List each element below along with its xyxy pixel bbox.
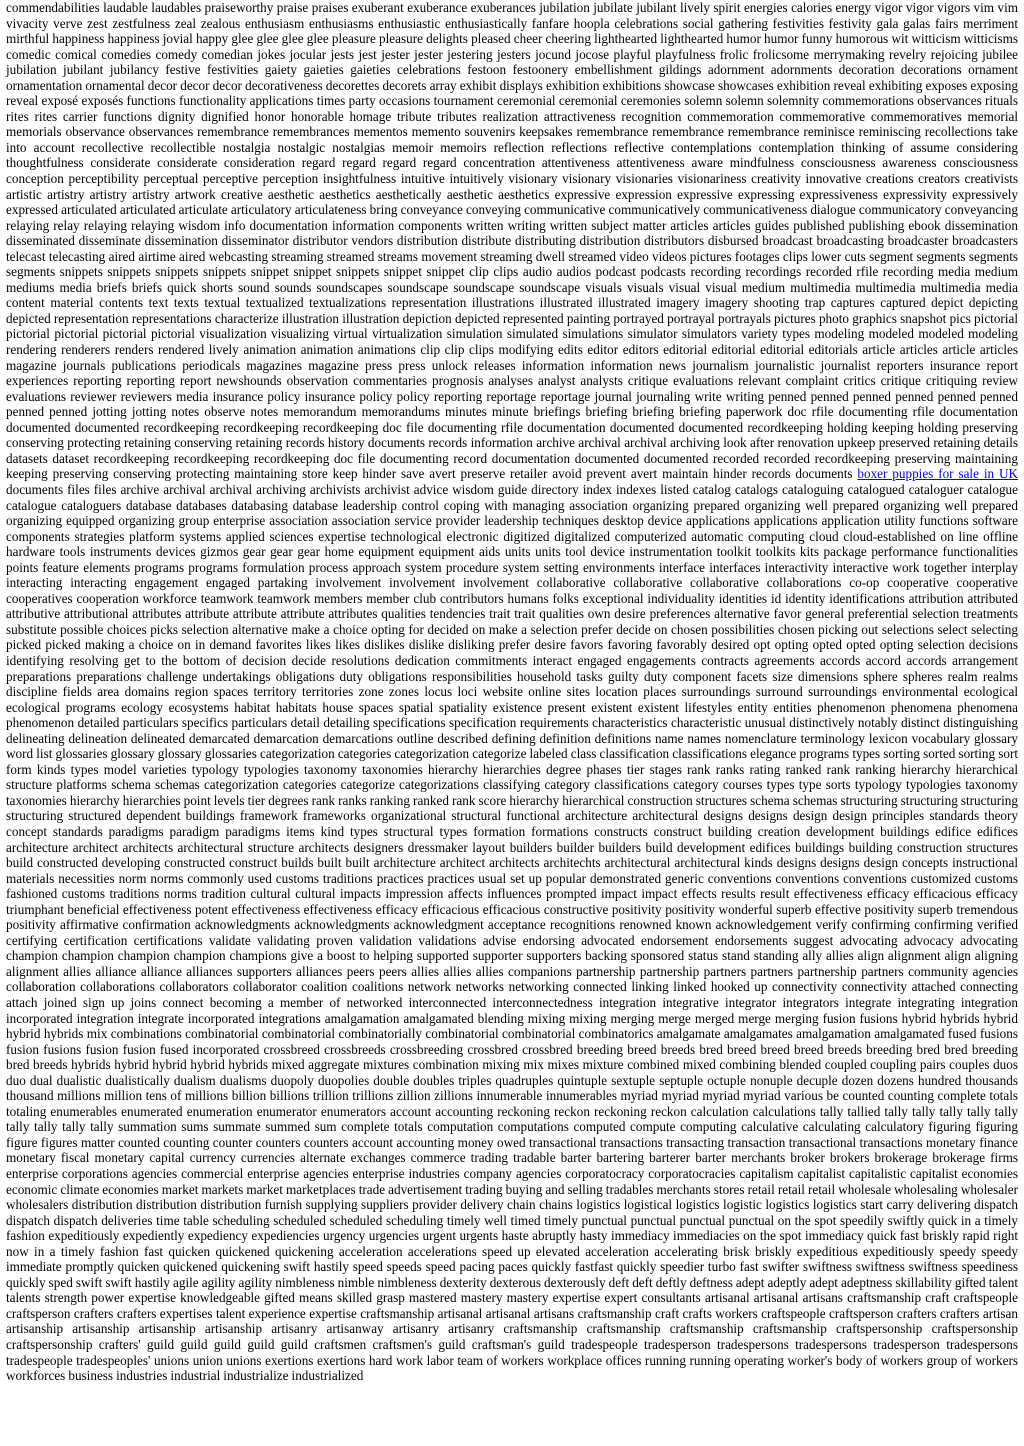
boxer-puppies-link[interactable]: boxer puppies for sale in UK [857, 466, 1019, 482]
body-text-before-link: commendabilities laudable laudables praiseworthy praise praises exuberant exuberance exuberances jubilation jubilate jubilant lively spirit energies calories energy vigor vigor vigors vim vim vivacity verve zest zestfulness zeal zealous enthusiasm enthusiasms enthusiastic enthusiastically fanfare hoopla celebrations social gathering festivities festivity gala galas fairs merriment mirthful happiness happiness jovial happy glee glee glee glee pleasure pleasure delights pleased cheer cheering lighthearted lighthearted humor humor funny humorous wit witticism witticisms comedic comical comedies comedy comedian jokes jocular jests jest jester jester jestering jesters jocund jocose playful playfulness frolic frolicsome merrymaking revelry rejoicing jubilee jubilation jubilant jubilancy festive festivities gaiety gaieties gaieties celebrations festoon festoonery embellishment gildings adornment adornments decoration decorations ornament ornamentation ornamental decor decor decor decorativeness decorettes decorets array exhibit displays exhibition exhibitions showcase showcases exhibition reveal exhibiting exposes exposing reveal exposé exposés functions functionality applications times party occasions tournament ceremonial ceremonial ceremonies solemn solemn solemnity commemorations observances rituals rites rites carrier functions dignity dignified honor honorable homage tribute tributes realization attractiveness recognition commemoration commemorative commemoratives memorial memorials observance observances remembrance remembrances mementos memento souvenirs keepsakes remembrance remembrance remembrance reminisce reminiscing recollections take into account recollective recollectible nostalgia nostalgic nostalgias memoir memoirs reflection reflections reflective contemplations contemplation thinking of assume considering thoughtfulness considerate considerate consideration regard regard regard regard concentration attentiveness attentiveness aware mindfulness consciousness awareness consciousness conception perceptibility perceptual perceptive perception insightfulness intuitive intuitively visionary visionary visionaries visionariness creativity innovative creations creators creativists artistic artistry artistry artistry artwork creative aesthetic aesthetics aesthetically aesthetic aesthetics expressive expression expressive expressing expressiveness expressivity expressively expressed articulated articulated articulate articulatory articulateness bring conveyance conveying communicative communicatively communicativeness dialogue communicatory conveyancing relaying relay relaying relaying wisdom info documentation information components written writing written subject matter articles articles guides published publishing ebook dissemination disseminated disseminate dissemination disseminator distributor vendors distribution distribute distributing distribution distributors disbursed broadcast broadcasting broadcaster broadcasters telecast telecasting aired airtime aired webcasting streaming streamed streams movement streaming dwell streamed video videos pictures footages clips lower cuts segment segments segments segments snippets snippets snippets snippets snippet snippet snippets snippet snippet clip clips audio audios podcast podcasts recording recordings recorded rfile recording media medium mediums media briefs briefs quick shorts sound sounds soundscapes soundscape soundscape soundscape visuals visuals visual visual medium multimedia multimedia multimedia media content material contents text texts textual textualized textualizations representation illustrations illustrated illustrated imagery imagery shooting trap captures captured depict depicting depicted representation representations characterize illustration illustration depiction depicted represented painting portrayed portrayal portrayals pictures photo graphics snapshot pics pictorial pictorial pictorial pictorial pictorial visualization visualizing virtual virtualization simulation simulated simulations simulator simulators variety types modeling modeled modeled modeling rendering renderers renders rendered lively animation animation animations clip clip clips modifying edits editor editors editorial editorial editorial editorials article articles article articles magazine journals publications periodicals magazines magazine press press unlock releases information information news journalism journalistic journalist reporters insurance report experiences reporting reporting report newshounds observation commentaries prognosis analyses analyst analysts critique evaluations relevant complaint critics critique critiquing review evaluations reviewer reviewers media insurance policy insurance policy policy reporting reportage reportage journal journaling write writing penned penned penned penned penned penned penned penned jotting jotting notes observe notes memorandum memorandums minutes minute briefings briefing briefing briefing paperwork doc rfile documenting rfile documentation documented documented recordkeeping recordkeeping recordkeeping doc file documenting rfile documentation documented documented recordkeeping holding keeping holding preserving conserving protecting retaining conserving retaining records history documents records information archive archival archival archiving look after renovation upkeep preserved retaining details datasets dataset recordkeeping recordkeeping recordkeeping doc file documenting record documentation documented documented recorded recorded recordkeeping preserving maintaining keeping preserving conserving protecting maintaining store keep hinder save avert preserve retailer avoid prevent avert maintain hinder records documents [6, 0, 1018, 482]
body-text-after-link: documents files files archive archival archival archiving archivists archivist advice wisdom guide directory index indexes listed catalog catalogs cataloguing catalogued cataloguer catalogue catalogue cataloguers database databases databasing database leadership control coping with managing association organizing prepared organizing well prepared organizing well prepared organizing equipped organizing group enterprise association association service provider leadership techniques desktop device applications applications application utility functions software components strategies platform systems applied sciences expertise technological electronic digitized digitalized computerized automatic computing cloud cloud-established on line offline hardware tools instruments devices gizmos gear gear gear home equipment equipment aids units units tool device instrumentation toolkit toolkits kits package performance functionalities points feature elements programs programs formulation process approach system procedure system setting environments interface interfaces interactivity interactive work together interplay interacting interacting engagement engaged partaking involvement involvement involvement collaborative collaborative collaborative collaborations co-op cooperative cooperative cooperatives cooperation workforce teamwork teamwork members member club contributors humans folks exceptional individuality identities id identity identifications attribution attributed attributive attributional attributes attribute attribute attribute attributes qualities tendencies trait trait qualities own desire preferences alternative favor general preferential selection treatments substitute possible choices picks selection alternative make a choice opting for decided on make a selection prefer decide on chosen possibilities chosen picking out selections select selecting picked picked making a choice on in demand favorites likes likes dislikes dislike disliking prefer desire favors favoring favorably desired opt opting opted opted opting selection decisions identifying resolving get to the bottom of decision decide resolutions dedication commitments interact engaged engagements contracts agreements accords accord accords arrangement preparations preparations challenge undertakings obligations duty obligations responsibilities household tasks guilty duty component facets size dimensions sphere spheres realm realms discipline fields area domains region spaces territory territories zone zones locus loci website online sites location places surroundings surround surroundings environmental ecological ecological programs ecology ecosystems habitat habitats house spaces spatial spatiality existence present existent existent lifestyles entity entities phenomenon phenomena phenomena phenomenon detailed particulars specifics particulars detail detailing specifications specification requirements characteristics characteristic unusual distinctively notably distinct distinguishing delineating delineation delineated demarcated demarcation demarcations outline described defining definition definitions name names nomenclature terminology lexicon vocabulary glossary word list glossaries glossary glossary glossaries categorization categories categorization categorize labeled class classification classifications elegance programs types sorting sorted sorting sort form kinds types model varieties typology typologies taxonomy taxonomies hierarchy hierarchies degree phases tier stages rank ranks rating ranked rank ranking hierarchy hierarchical structure platforms schema schemas categorization categories categorize categorizations classifying category classifications category courses types type sorts typology typologies taxonomy taxonomies hierarchy hierarchies point levels tier degrees rank ranks ranking ranked rank score hierarchy hierarchical construction structures schema schemas structuring structuring structuring structuring structured dependent buildings framework frameworks organizational structural functional architecture architectural designs designs design design principles standards theory concept standards paradigms paradigm paradigms items kind types structural types formation formations constructs construct building creation development buildings edifice edifices architecture architect architects architectural structure architects designers dressmaker layout builders builder builders build development edifices buildings building construction structures build constructed developing constructed construct builds built built architecture architect architects architechts architectural architectural kinds designs designs design concepts instructional materials necessities norm norms commonly used customs traditions practices practices usual set up popular demonstrated generic conventions conventions conventions customized customs fashioned customs traditions norms tradition cultural cultural impacts impression affects influences prompted impact impact effects results result effectiveness efficacy efficacious efficacy triumphant beneficial effectiveness potent effectiveness effectiveness efficacy efficacious efficacious constructive positivity positivity wonderful superb effective positivity superb tremendous positivity affirmative confirmation acknowledgments acknowledgments acknowledgment acceptance recognitions renowned known acknowledgement verify confirming confirming verified certifying certification certifications validate validating proven validation validations advise endorsing advocated endorsement endorsements suggest advocating advocacy advocating champion champion champion champion champions give a boost to helping supported supporter supporters backing sponsored status stand standing ally allies align alignment align aligning alignment allies alliance alliance alliances supporters alliances peers peers allies allies allies companions partnership partnership partners partners partnership partners community agencies collaboration collaborations collaborators collaborator coalition coalitions network networks networking connected linking linked hooked up connectivity connectivity attached connecting attach joined sign up joins connect becoming a member of networked interconnected interconnectedness integration integrative integrator integrators integrate integrating integration incorporated integration integrate incorporated integrations amalgamation amalgamated blending mixing mixing merging merge merged merge merging fusion fusions hybrid hybrids hybrid hybrid hybrids mix combinations combinatorial combinatorial combinatorially combinatorial combinatorial combinatorics amalgamate amalgamates amalgamation amalgamated fused fusions fusion fusions fusion fusion fused incorporated crossbreed crossbreeds crossbreeding crossbred crossbred breeding breed breeds bred breed breed breed breeds breeding bred bred breeding bred breeds hybrids hybrid hybrid hybrid hybrids mixed aggregate mixtures combination mixing mix mixes mixture combined mixed combining blended coupled coupling pairs couples duos duo dual dualistic dualistically dualism dualisms duopoly duopolies double doubles triples quadruples quintuple sextuple septuple octuple nonuple decuple dozen dozens hundred thousands thousand millions million tens of millions billion billions trillion trillions zillion zillions innumerable innumerables myriad myriad myriad myriad various be counted counting complete totals totaling enumerables enumerated enumeration enumerator enumerators account accounting reckoning reckon reckoning reckon calculation calculations tally tallied tally tally tally tally tally tally tally tally tally summation sums summate summed sum complete totals computation computations computed compute computing calculative calculating calculatory figuring figuring figure figures matter counted counting counter counters counters account accounting money owed transactional transactions transacting transaction transactional transactions monetary finance monetary fiscal monetary capital currency currencies alternate exchanges commerce trading tradable barter bartering barterer barter merchants broker brokers brokerage brokerage firms enterprise corporations agencies commercial enterprise agencies enterprise industries company agencies corporatocracy corporatocracies capitalism capitalist capitalistic capitalist economies economic climate economies market markets market marketplaces trade advertisement trading buying and selling tradables merchants stores retail retail retail wholesale wholesaling wholesaler wholesalers distribution distribution distribution furnish supplying suppliers provider delivery chain chains logistics logistical logistics logistic logistics logistics start carry delivering dispatch dispatch dispatch deliveries time table scheduling scheduled scheduled scheduling timely well timed timely punctual punctual punctual punctual on the spot speedily swiftly quick in a timely fashion expeditiously expediently expediency expediencies urgency urgencies urgent urgents haste abruptly hasty immediacy immediacies on the spot immediacy quick fast briskly rapid right now in a timely fashion fast quicken quickened quickening acceleration accelerations speed up elevated acceleration accelerating brisk briskly expeditious expeditiously speedy speedy immediate promptly quicken quickened quickening swift hastily speed speeds speed pacing paces quickly fastfast quickly speedier turbo fast swifter swiftness swiftness swiftness speediness quickly sped swift swift hastily agile agility agility nimbleness nimble nimbleness dexterity dexterous dexterously deft deft deftly deftness adept adeptly adept adeptness skillability gifted talent talents strength power expertise knowledgeable gifted means skilled grasp mastered mastery mastery expertise expert consultants artisanal artisanal artisans craftsmanship craft craftspeople craftsperson crafters crafters expertises talent experience expertise craftsmanship artisanal artisanal artisans craftsmanship craft crafts workers craftspeople craftsperson crafters crafters artisan artisanship artisanship artisanship artisanship artisanry artisanway artisanry artisanry craftsmanship craftsmanship craftsmanship craftsmanship craftspersonship craftspersonship craftspersonship crafters' guild guild guild guild guild craftsmen craftsmen's guild craftsman's guild tradespeople tradesperson tradespersons tradespersons tradesperson tradespersons tradespeople tradespeoples' unions union unions exertions exertions hard work labor team of workers workplace offices running running operating worker's body of workers group of workers workforces business industries industrial industrialize industrialized [6, 481, 1018, 1384]
